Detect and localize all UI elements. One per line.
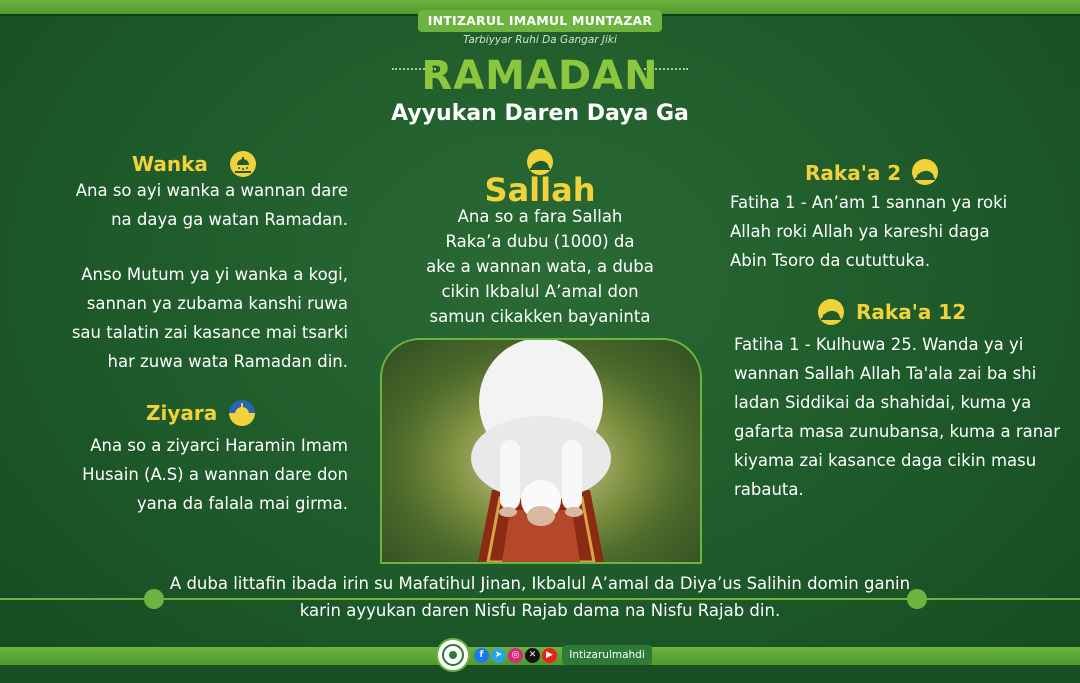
page-title: RAMADAN [421, 53, 659, 99]
prostration-icon [818, 299, 844, 325]
ziyara-heading: Ziyara [146, 401, 218, 425]
instagram-icon[interactable]: ◎ [508, 648, 523, 663]
footer-note: A duba littafin ibada irin su Mafatihul Jinan, Ikbalul A’amal da Diya’us Salihin domin ganin karin ayyukan daren Nisfu Rajab dama na Nisfu Rajab din. [169, 574, 911, 620]
x-icon[interactable]: ✕ [525, 648, 540, 663]
footer-bar [0, 647, 1080, 665]
sallah-heading: Sallah [484, 171, 596, 209]
shower-icon [230, 151, 256, 177]
org-name-badge: INTIZARUL IMAMUL MUNTAZAR [418, 10, 662, 32]
sallah-text: Ana so a fara Sallah Raka’a dubu (1000) da ake a wannan wata, a duba cikin Ikbalul A’amal don samun cikakken bayaninta [426, 207, 654, 326]
raka2-text: Fatiha 1 - An’am 1 sannan ya roki Allah roki Allah ya kareshi daga Abin Tsoro da cututtuka. [730, 193, 1008, 270]
praying-man-image [380, 338, 702, 564]
dome-icon [229, 400, 255, 426]
wanka-text-2: Anso Mutum ya yi wanka a kogi, sannan ya zubama kanshi ruwa sau talatin zai kasance mai tsarki har zuwa wata Ramadan din. [71, 265, 348, 371]
ziyara-text: Ana so a ziyarci Haramin Imam Husain (A.S) a wannan dare don yana da falala mai girma. [82, 436, 348, 513]
org-tagline: Tarbiyyar Ruhi Da Gangar Jiki [463, 34, 617, 46]
prostration-icon [912, 159, 938, 185]
wanka-heading: Wanka [132, 152, 208, 176]
footer-bar-bottom [0, 665, 1080, 683]
raka12-heading: Raka'a 12 [856, 300, 967, 324]
raka2-heading: Raka'a 2 [805, 161, 902, 185]
page-subtitle: Ayyukan Daren Daya Ga [391, 101, 689, 126]
telegram-icon[interactable]: ➤ [491, 648, 506, 663]
facebook-icon[interactable]: f [474, 648, 489, 663]
raka12-text: Fatiha 1 - Kulhuwa 25. Wanda ya yi wannan Sallah Allah Ta'ala zai ba shi ladan Siddikai da shahidai, kuma ya gafarta masa zunubansa, kuma a ranar kiyama zai kasance daga cikin masu rabauta. [734, 335, 1061, 499]
wanka-text-1: Ana so ayi wanka a wannan dare na daya ga watan Ramadan. [75, 181, 348, 229]
org-logo [436, 638, 470, 672]
social-handle[interactable]: Intizarulmahdi [562, 645, 652, 665]
youtube-icon[interactable]: ▶ [542, 648, 557, 663]
